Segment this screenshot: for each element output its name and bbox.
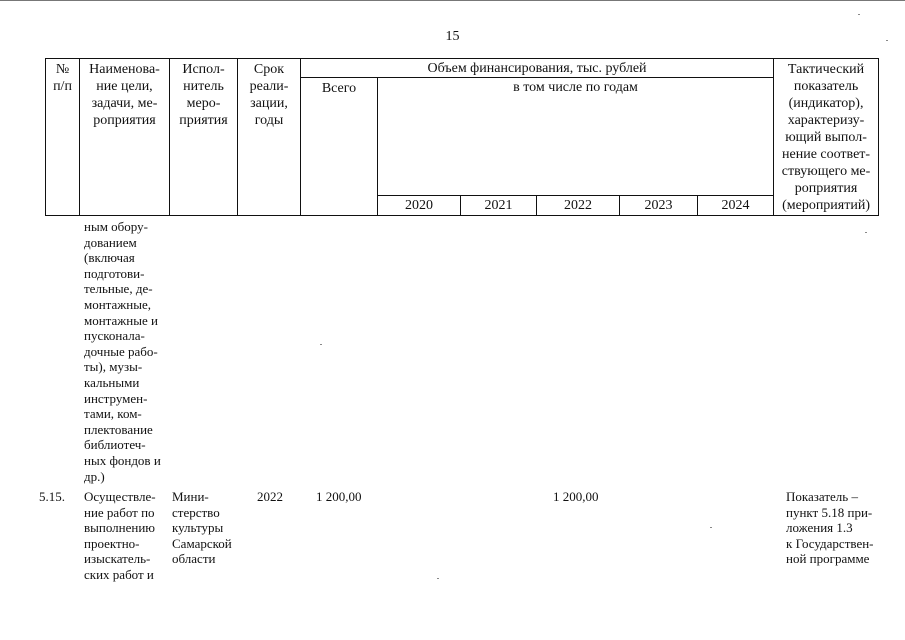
row-2022-amount: 1 200,00: [553, 489, 599, 504]
header-year-2024: 2024: [698, 196, 774, 216]
scan-speck: [437, 578, 439, 579]
header-year-2020: 2020: [378, 196, 461, 216]
continuation-text: ным обору- дованием (включая подготови- тельные, де- монтажные, монтажные и пусконала- дочные рабо- ты), музы- кальными инструмен- тами, ком- плектование библиотеч- ных фондов и др.): [84, 219, 161, 484]
header-name: Наименова- ние цели, задачи, ме- роприятия: [80, 59, 170, 216]
scan-speck: [858, 14, 860, 15]
row-total: 1 200,00: [316, 489, 362, 504]
header-by-years: в том числе по годам: [378, 78, 774, 196]
top-border-line: [0, 0, 905, 1]
table-header: [45, 58, 878, 216]
header-num: № п/п: [46, 59, 80, 216]
header-executor: Испол- нитель меро- приятия: [170, 59, 238, 216]
scan-speck: [710, 527, 712, 528]
header-financing: Объем финансирования, тыс. рублей: [301, 59, 774, 78]
header-year-2022: 2022: [537, 196, 620, 216]
row-number: 5.15.: [39, 489, 65, 504]
scan-speck: [886, 40, 888, 41]
page-number: 15: [445, 29, 460, 44]
scan-speck: [320, 344, 322, 345]
header-year-2021: 2021: [461, 196, 537, 216]
header-indicator: Тактический показатель (индикатор), характеризу- ющий выпол- нение соответ- ствующего ме- роприятия (мероприятий): [774, 59, 879, 216]
scan-speck: [865, 232, 867, 233]
row-name: Осуществле- ние работ по выполнению проектно- изыскатель- ских работ и: [84, 489, 156, 582]
header-total: Всего: [301, 78, 378, 216]
header-year-2023: 2023: [620, 196, 698, 216]
row-term: 2022: [257, 489, 283, 504]
row-executor: Мини- стерство культуры Самарской области: [172, 489, 232, 567]
row-indicator: Показатель – пункт 5.18 при- ложения 1.3 к Государствен- ной программе: [786, 489, 874, 567]
header-term: Срок реали- зации, годы: [238, 59, 301, 216]
